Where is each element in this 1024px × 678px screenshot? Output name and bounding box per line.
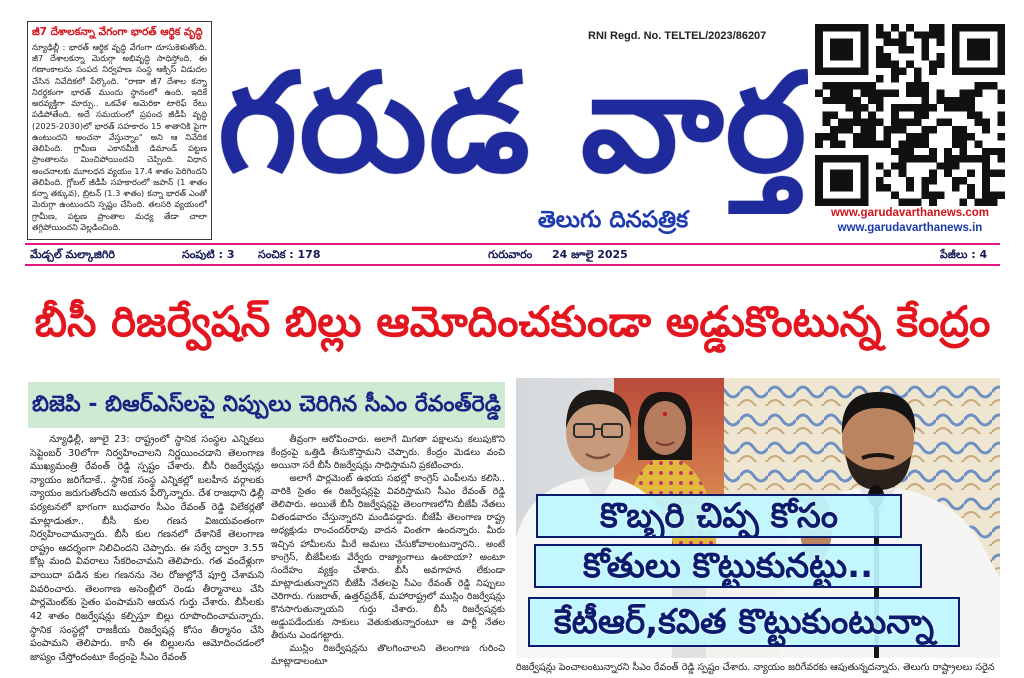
sidebar-story-body: న్యూఢిల్లీ : భారత్ ఆర్థిక వృద్ధి వేగంగా దూసుకెళుతోంది. జీ7 దేశాలకన్నా మెరుగ్గా అభివృద్ధి సాధిస్తోంది. ఈ గణాంకాలను సంపద నిర్వహణ సంస్థ ఆక్సిస్ విడుదల చేసిన నివేదికలో పేర్కొంది. "రాణా జీ7 దేశాల కన్నా నిరర్థకంగా భారత్ ముందు స్థానంలో ఉంది. ఇదికే అరవ్యక్తిగా మార్పు.. ఒకవేళ అమెరికా టారిఫ్ రేటు పడిపోతేంది. అదే సమయంలో ప్రపంచ జీడీపీ వృద్ధి (2025-2030)లో భారత్ సహకారం 15 శాతానికి పైగా ఉంటుందని అంచనా వేస్తున్నాం" అని ఆ నివేదిక తెలిపింది. గ్రామీణ ఎకానమీకి డిమాండ్ పట్టణ ప్రాంతాలను మించిపోయిందని చెప్పింది. విధాన అంచనాలకు మూలధన వ్యయం 17.4 శాతం పెరిగిందని తెలిపింది. గ్లోబల్ జీడీపీ సహకారంలో జపాన్ (1 శాతం కన్నా తక్కువ), బ్రిటన్ (1.3 శాతం) కన్నా భారత్ ఎంతో మెరుగ్గా ఉంటుందని స్పష్టం చేసింది. తలసరి వ్యయంలో గ్రామీణ, పట్టణ ప్రాంతాల మధ్య తేడా చాలా తగ్గిపోయిందని వెల్లడించింది. <box>32 42 207 232</box>
sidebar-story-headline: జీ7 దేశాలకన్నా వేగంగా భారత్ ఆర్థిక వృద్ధి <box>32 26 203 38</box>
masthead-title: గరుడ వార్త <box>218 45 808 203</box>
edition-name: మేడ్చల్ మల్కాజిగిరి <box>30 248 115 261</box>
lead-headline: బీసీ రిజర్వేషన్ బిల్లు ఆమోదించకుండా అడ్డుకొంటున్న కేంద్రం <box>34 297 991 346</box>
article-paragraph: అలాగే పార్లమెంట్ ఉభయ సభల్లో కాంగ్రెస్ ఎంపీలను కలిసి.. వారికి సైతం ఈ రిజర్వేషన్లపై వివరిస్తామని సీఎం రేవంత్ రెడ్డి తెలిపారు. అయితే బీసీ రిజర్వేషన్లపై తెలంగాణలోని బీజేపీ నేతలు వితండవాదం చేస్తున్నారని మండిపడ్డారు. బీజేపీ తెలంగాణ రాష్ట్ర అధ్యక్షుడు రాంచందర్‌రావు వాదన వింతగా ఉందన్నారు. మీరు ఇచ్చిన హామీలను మీరే అమలు చేసుకోవాలంటున్నారని.. అంటే కాంగ్రెస్, బీజేపీలకు వేర్వేరు రాజ్యాంగాలు ఉంటాయా? అంటూ సందేహం వ్యక్తం చేశారు. బీసీ అవగాహన లేకుండా మాట్లాడుతున్నారని బీజేపీ నేతలపై సీఎం రేవంత్ రెడ్డి నిప్పులు చెరిగారు. గుజరాత్, ఉత్తర్‌ప్రదేశ్, మహారాష్ట్రలో ముస్లిం రిజర్వేషన్లు కొనసాగుతున్నాయని గుర్తు చేశారు. బీసీ రిజర్వేషన్లకు అడ్డుపడేందుకు సాకులు వెతుకుతున్నారంటూ ఆ పార్టీ నేతల తీరును ఎండగట్టారు. <box>271 473 505 641</box>
article-paragraph: తీవ్రంగా ఆరోపించారు. అలాగే మిగతా పక్షాలను కలుపుకొని కేంద్రంపై ఒత్తిడి తీసుకొస్తామని చెప్పారు. కేంద్రం మెడలు వంచి అయినా సరే బీసీ రిజర్వేషన్లు సాధిస్తామని ప్రకటించారు. <box>271 434 505 472</box>
page-count: పేజీలు : 4 <box>940 248 988 261</box>
lead-photo <box>516 378 1000 658</box>
article-paragraph: ముస్లిం రిజర్వేషన్లను తొలగించాలని తెలంగాణ గురించి మాట్లాడాలంటూ <box>271 643 505 668</box>
lead-subheadline: బిజెపి - బిఆర్ఎస్‌లపై నిప్పులు చెరిగిన సీఎం రేవంత్‌రెడ్డి <box>28 382 505 428</box>
article-paragraph: న్యూఢిల్లీ, జూలై 23: రాష్ట్రంలో స్థానిక సంస్థల ఎన్నికలు సెప్టెంబర్ 30లోగా నిర్వహించాలని నిర్ణయించడాని తెలంగాణ ముఖ్యమంత్రి రేవంత్ రెడ్డి స్పష్టం చేశారు. బీసీ రిజర్వేషన్లు న్యాయం జరిగేదాకే.. స్థానిక సంస్థ ఎన్నికల్లో బలహీన వర్గాలకు న్యాయం జరుగుతోందని అయన పేర్కొన్నారు. దేశ రాజధాని ఢిల్లీ పర్యటనలో భాగంగా బుధవారం సీఎం రేవంత్ రెడ్డి విలేకర్లతో మాట్లాడుతూ.. బీసీ కుల గణన విజయవంతంగా నిర్వహించామన్నారు. బీసీ కుల గణనలో దేశానికే తెలంగాణ రాష్ట్రం ఆదర్శంగా నిలిచిందని చెప్పారు. ఈ సర్వే ద్వారా 3.55 కోట్ల మంది వివరాలు సేకరించామని తెలిపారు. గత వందేళ్లుగా వాయిదా పడిన కుల గణనను నెల రోజుల్లోనే పూర్తి చేశామని వివరించారు. తెలంగాణ అసెంబ్లీలో రెండు తీర్మానాలు చేసి పార్లమెంట్‌కు సైతం పంపామని ఆయన గుర్తు చేశారు. బీసీలకు 42 శాతం రిజర్వేషన్లు కల్పిస్తూ బిల్లు రూపొందించామన్నారు. స్థానిక సంస్థల్లో రాజకీయ రిజర్వేషన్ల కోసం తీర్మానం చేసి పంపామని తెలిపారు. కానీ ఈ బిల్లులను ఆమోదించడంలో జాప్యం చేస్తోందంటూ కేంద్రంపై సీఎం రేవంత్ <box>30 434 264 663</box>
website-url-com: www.garudavarthanews.com <box>830 207 990 219</box>
dateline-bar <box>25 243 1000 266</box>
photo-overlay-line-1: కొబ్బరి చిప్ప కోసం <box>536 494 902 538</box>
website-url-in: www.garudavarthanews.in <box>837 222 983 234</box>
photo-overlay-line-3: కేటీఆర్,కవిత కొట్టుకుంటున్నా <box>528 597 960 647</box>
weekday: గురువారం <box>488 248 533 261</box>
issue-number: సంచిక : 178 <box>258 248 321 261</box>
sidebar-story <box>27 21 212 240</box>
volume-number: సంపుటి : 3 <box>182 248 235 261</box>
qr-code <box>815 24 1005 206</box>
issue-date: 24 జూలై 2025 <box>552 248 628 261</box>
rni-registration: RNI Regd. No. TELTEL/2023/86207 <box>588 30 767 42</box>
photo-overlay-line-2: కోతులు కొట్టుకునట్టు.. <box>534 544 922 588</box>
article-continuation-line: రిజర్వేషన్లు పెంచాలంటున్నారని సీఎం రేవంత్ రెడ్డి స్పష్టం చేశారు. న్యాయం జరిగేవరకు ఆపుతున్నదన్నారు. తెలుగు రాష్ట్రాలలు సరైన <box>516 662 995 673</box>
masthead-tagline: తెలుగు దినపత్రిక <box>537 207 689 233</box>
article-column-1 <box>30 433 264 669</box>
article-column-2 <box>271 433 505 669</box>
